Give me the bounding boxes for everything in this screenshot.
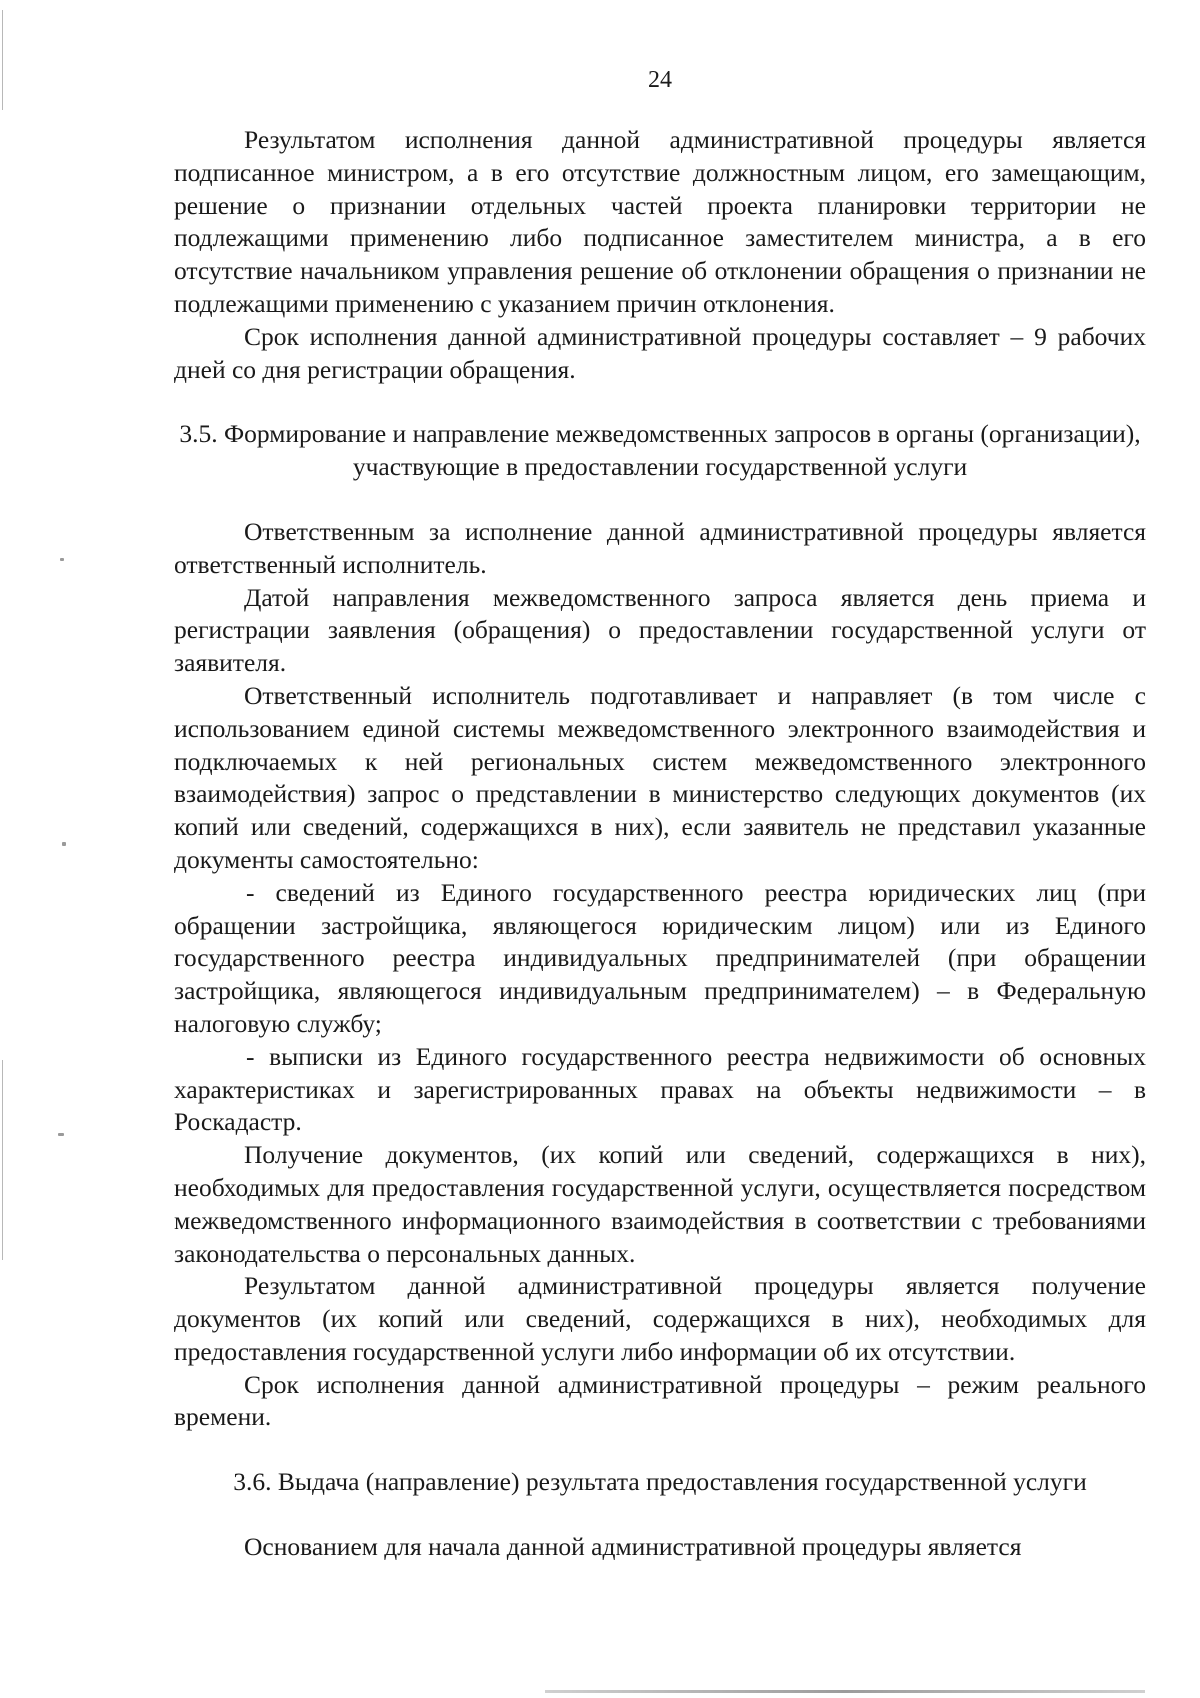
spacer [174,386,1146,418]
scan-edge-mark [2,1060,3,1260]
spacer [174,484,1146,516]
spacer [174,1434,1146,1466]
paragraph: Результатом данной административной процедуры является получение документов (их копий или сведений, содержащихся в них), необходимых для предоставления государственной услуги либо информации об их отсутствии. [174,1271,1146,1366]
paragraph: Получение документов, (их копий или сведений, содержащихся в них), необходимых для предоставления государственной услуги, осуществляется посредством межведомственного информационного взаимодействия в соответствии с требованиями законодательства о персональных данных. [174,1140,1146,1268]
paragraph: Ответственный исполнитель подготавливает и направляет (в том числе с использованием единой системы межведомственного электронного взаимодействия и подключаемых к ней региональных систем межведомственного электронного взаимодействия) запрос о представлении в министерство следующих документов (их копий или сведений, содержащихся в них), если заявитель не представил указанные документы самостоятельно: [174,680,1146,874]
paragraph: Датой направления межведомственного запроса является день приема и регистрации заявления (обращения) о предоставлении государственной услуги от заявителя. [174,582,1146,678]
paragraph: Срок исполнения данной административной процедуры составляет – 9 рабочих дней со дня регистрации обращения. [174,321,1146,384]
scan-speck [58,1133,64,1136]
section-heading-3-5: 3.5. Формирование и направление межведомственных запросов в органы (организации), участвующие в предоставлении государственной услуги [179,419,1141,482]
scan-speck [60,558,64,561]
document-body [174,124,1146,1564]
paragraph: Ответственным за исполнение данной административной процедуры является ответственный исполнитель. [174,516,1146,579]
paragraph: Основанием для начала данной административной процедуры является [244,1532,1022,1562]
paragraph: Результатом исполнения данной административной процедуры является подписанное министром, а в его отсутствие должностным лицом, его замещающим, решение о признании отдельных частей проекта планировки территории не подлежащими применению либо подписанное заместителем министра, а в его отсутствие начальником управления решение об отклонении обращения о признании не подлежащими применению с указанием причин отклонения. [174,125,1146,318]
list-item: - выписки из Единого государственного реестра недвижимости об основных характеристиках и зарегистрированных правах на объекты недвижимости – в Роскадастр. [174,1041,1146,1137]
page-number: 24 [648,67,672,93]
scan-speck [62,842,66,846]
scan-edge-mark [2,10,3,110]
section-heading-3-6: 3.6. Выдача (направление) результата предоставления государственной услуги [233,1467,1087,1497]
spacer [174,1499,1146,1531]
paragraph: Срок исполнения данной административной процедуры – режим реального времени. [174,1369,1146,1432]
scan-bottom-edge [545,1690,1145,1693]
list-item: - сведений из Единого государственного реестра юридических лиц (при обращении застройщика, являющегося юридическим лицом) или из Единого государственного реестра индивидуальных предпринимателей (при обращении застройщика, являющегося индивидуальным предпринимателем) – в Федеральную налоговую службу; [174,877,1146,1038]
